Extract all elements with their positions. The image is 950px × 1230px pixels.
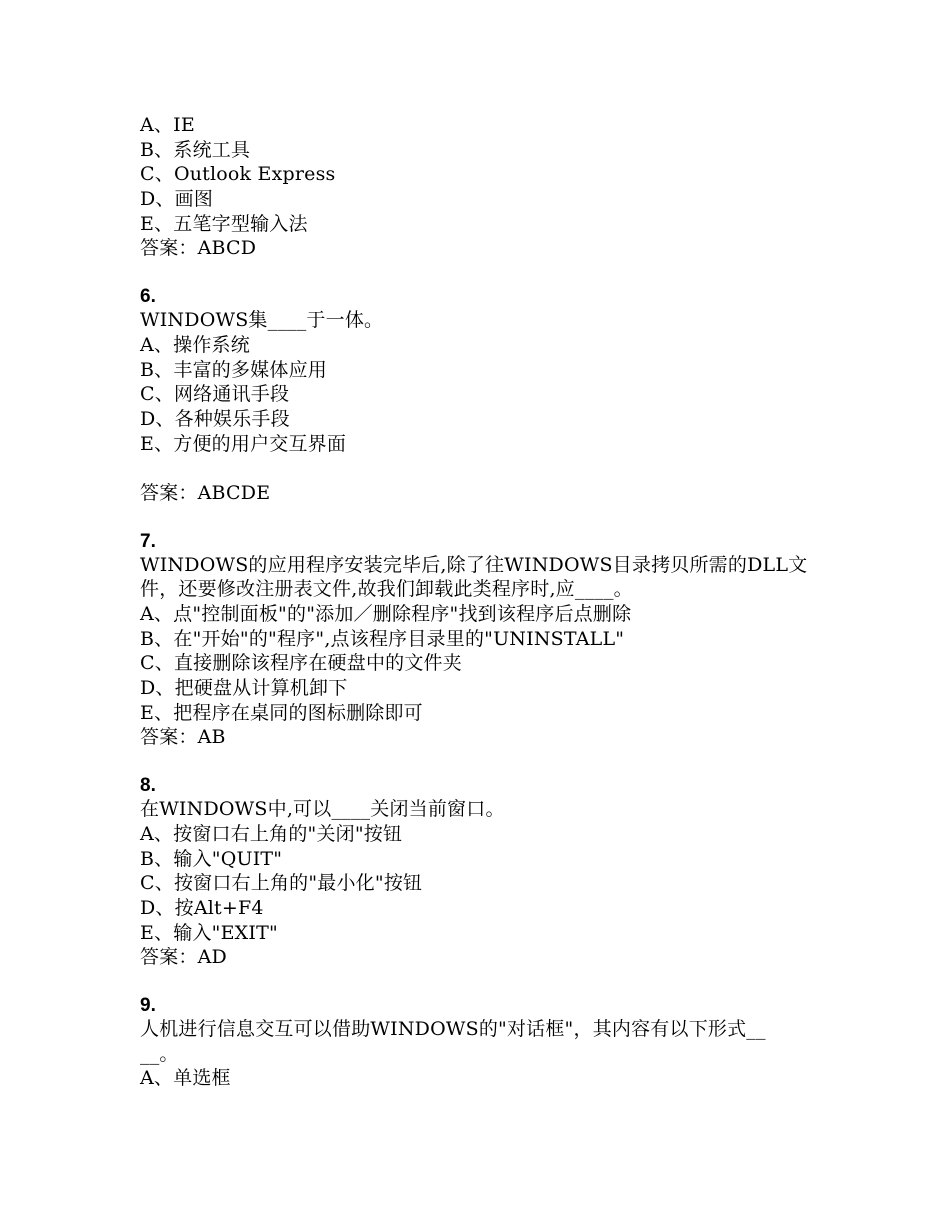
option-c: C、Outlook Express — [140, 163, 336, 186]
question-stem-line-2: 件，还要修改注册表文件,故我们卸载此类程序时,应____。 — [140, 578, 633, 601]
option-b: B、系统工具 — [140, 138, 251, 161]
option-a: A、单选框 — [140, 1067, 231, 1090]
question-stem-line-1: 人机进行信息交互可以借助WINDOWS的"对话框"，其内容有以下形式__ — [140, 1017, 766, 1040]
answer: 答案：AB — [140, 726, 226, 749]
option-e: E、把程序在桌同的图标删除即可 — [140, 701, 423, 724]
question-stem: 在WINDOWS中,可以____关闭当前窗口。 — [140, 798, 505, 821]
question-list — [140, 113, 810, 1091]
answer: 答案：AD — [140, 946, 227, 969]
option-d: D、画图 — [140, 188, 214, 211]
option-c: C、直接删除该程序在硬盘中的文件夹 — [140, 652, 462, 675]
option-d: D、各种娱乐手段 — [140, 407, 290, 430]
question-7 — [140, 529, 810, 751]
question-8 — [140, 773, 810, 970]
option-e: E、方便的用户交互界面 — [140, 432, 347, 455]
option-e: E、五笔字型输入法 — [140, 212, 308, 235]
question-number: 6. — [140, 286, 156, 308]
answer: 答案：ABCDE — [140, 481, 271, 504]
question-number: 8. — [140, 775, 156, 797]
question-stem: WINDOWS集____于一体。 — [140, 309, 384, 332]
question-number: 7. — [140, 530, 156, 552]
question-9 — [140, 993, 810, 1091]
option-a: A、点"控制面板"的"添加／删除程序"找到该程序后点删除 — [140, 603, 632, 625]
option-a: A、按窗口右上角的"关闭"按钮 — [140, 822, 403, 845]
option-b: B、输入"QUIT" — [140, 847, 283, 870]
answer: 答案：ABCD — [140, 237, 257, 260]
option-b: B、丰富的多媒体应用 — [140, 358, 327, 381]
blank-line — [140, 456, 810, 481]
option-e: E、输入"EXIT" — [140, 921, 278, 944]
option-d: D、按Alt+F4 — [140, 896, 264, 919]
question-stem-line-1: WINDOWS的应用程序安装完毕后,除了往WINDOWS目录拷贝所需的DLL文 — [140, 553, 808, 576]
option-d: D、把硬盘从计算机卸下 — [140, 677, 348, 700]
question-6 — [140, 284, 810, 506]
question-stem-line-2: __。 — [140, 1042, 179, 1065]
option-a: A、操作系统 — [140, 333, 250, 356]
option-c: C、网络通讯手段 — [140, 383, 290, 406]
question-5-options — [140, 113, 810, 261]
option-a: A、IE — [140, 114, 195, 136]
question-number: 9. — [140, 994, 156, 1016]
option-c: C、按窗口右上角的"最小化"按钮 — [140, 872, 423, 895]
option-b: B、在"开始"的"程序",点该程序目录里的"UNINSTALL" — [140, 627, 625, 650]
